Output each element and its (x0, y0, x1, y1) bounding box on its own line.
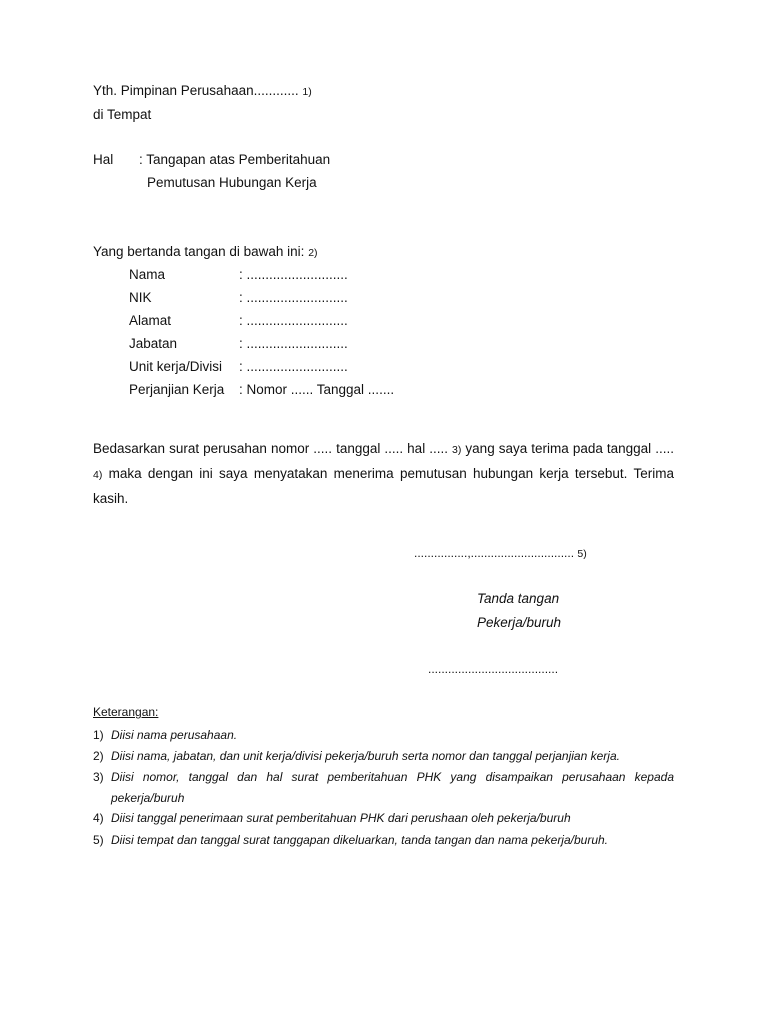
body-paragraph (93, 437, 674, 511)
field-label: Perjanjian Kerja (129, 382, 225, 397)
field-label: NIK (129, 290, 152, 305)
intro-line (93, 244, 318, 259)
note-number: 4) (93, 811, 104, 825)
field-label: Nama (129, 267, 166, 282)
note-item (93, 830, 683, 850)
subject-line-2: Pemutusan Hubungan Kerja (147, 175, 317, 190)
place-text: di Tempat (93, 107, 152, 122)
date-line (414, 546, 587, 560)
field-value: : ........................... (239, 313, 348, 328)
note-item (93, 808, 683, 828)
intro-text: Yang bertanda tangan di bawah ini: (93, 244, 305, 259)
field-value: : Nomor ...... Tanggal ....... (239, 382, 395, 397)
subject-line-1: : Tangapan atas Pemberitahuan (139, 152, 331, 167)
body-ref-3: 3) (452, 444, 462, 456)
field-label: Unit kerja/Divisi (129, 359, 223, 374)
note-item (93, 725, 683, 745)
body-ref-4: 4) (93, 469, 103, 481)
note-text: Diisi nama perusahaan. (111, 728, 238, 742)
signature-name-line: ....................................... (428, 662, 559, 676)
field-value: : ........................... (239, 336, 348, 351)
note-number: 2) (93, 749, 104, 763)
field-value: : ........................... (239, 359, 348, 374)
date-ref: 5) (577, 548, 587, 560)
body-part-1: Bedasarkan surat perusahan nomor ..... tanggal ..... hal ..... (93, 441, 448, 456)
note-text: Diisi nomor, tanggal dan hal surat pemberitahuan PHK yang disampaikan perusahaan kepada pekerja/buruh (111, 770, 674, 805)
note-text: Diisi tanggal penerimaan surat pemberitahuan PHK dari perushaan oleh pekerja/buruh (111, 811, 571, 825)
note-text: Diisi nama, jabatan, dan unit kerja/divisi pekerja/buruh serta nomor dan tanggal perjanjian kerja. (111, 749, 620, 763)
intro-ref: 2) (308, 247, 318, 259)
notes-title: Keterangan: (93, 705, 159, 719)
field-value: : ........................... (239, 267, 348, 282)
subject-label: Hal (93, 152, 114, 167)
recipient-ref: 1) (302, 86, 312, 98)
body-part-3: maka dengan ini saya menyatakan menerima pemutusan hubungan kerja tersebut. Terima kasih. (93, 466, 674, 506)
recipient-line (93, 83, 312, 98)
note-number: 1) (93, 728, 104, 742)
note-number: 3) (93, 770, 104, 784)
identity-fields (0, 267, 768, 407)
recipient-text: Yth. Pimpinan Perusahaan............ (93, 83, 299, 98)
signature-label: Tanda tangan (477, 591, 560, 606)
body-part-2: yang saya terima pada tanggal ..... (465, 441, 674, 456)
field-label: Alamat (129, 313, 172, 328)
note-item (93, 767, 683, 808)
note-number: 5) (93, 833, 104, 847)
signature-role: Pekerja/buruh (477, 615, 562, 630)
date-placeholder: ................,............................... (414, 546, 575, 560)
note-item (93, 746, 683, 766)
field-label: Jabatan (129, 336, 178, 351)
field-value: : ........................... (239, 290, 348, 305)
note-text: Diisi tempat dan tanggal surat tanggapan dikeluarkan, tanda tangan dan nama pekerja/buruh. (111, 833, 609, 847)
